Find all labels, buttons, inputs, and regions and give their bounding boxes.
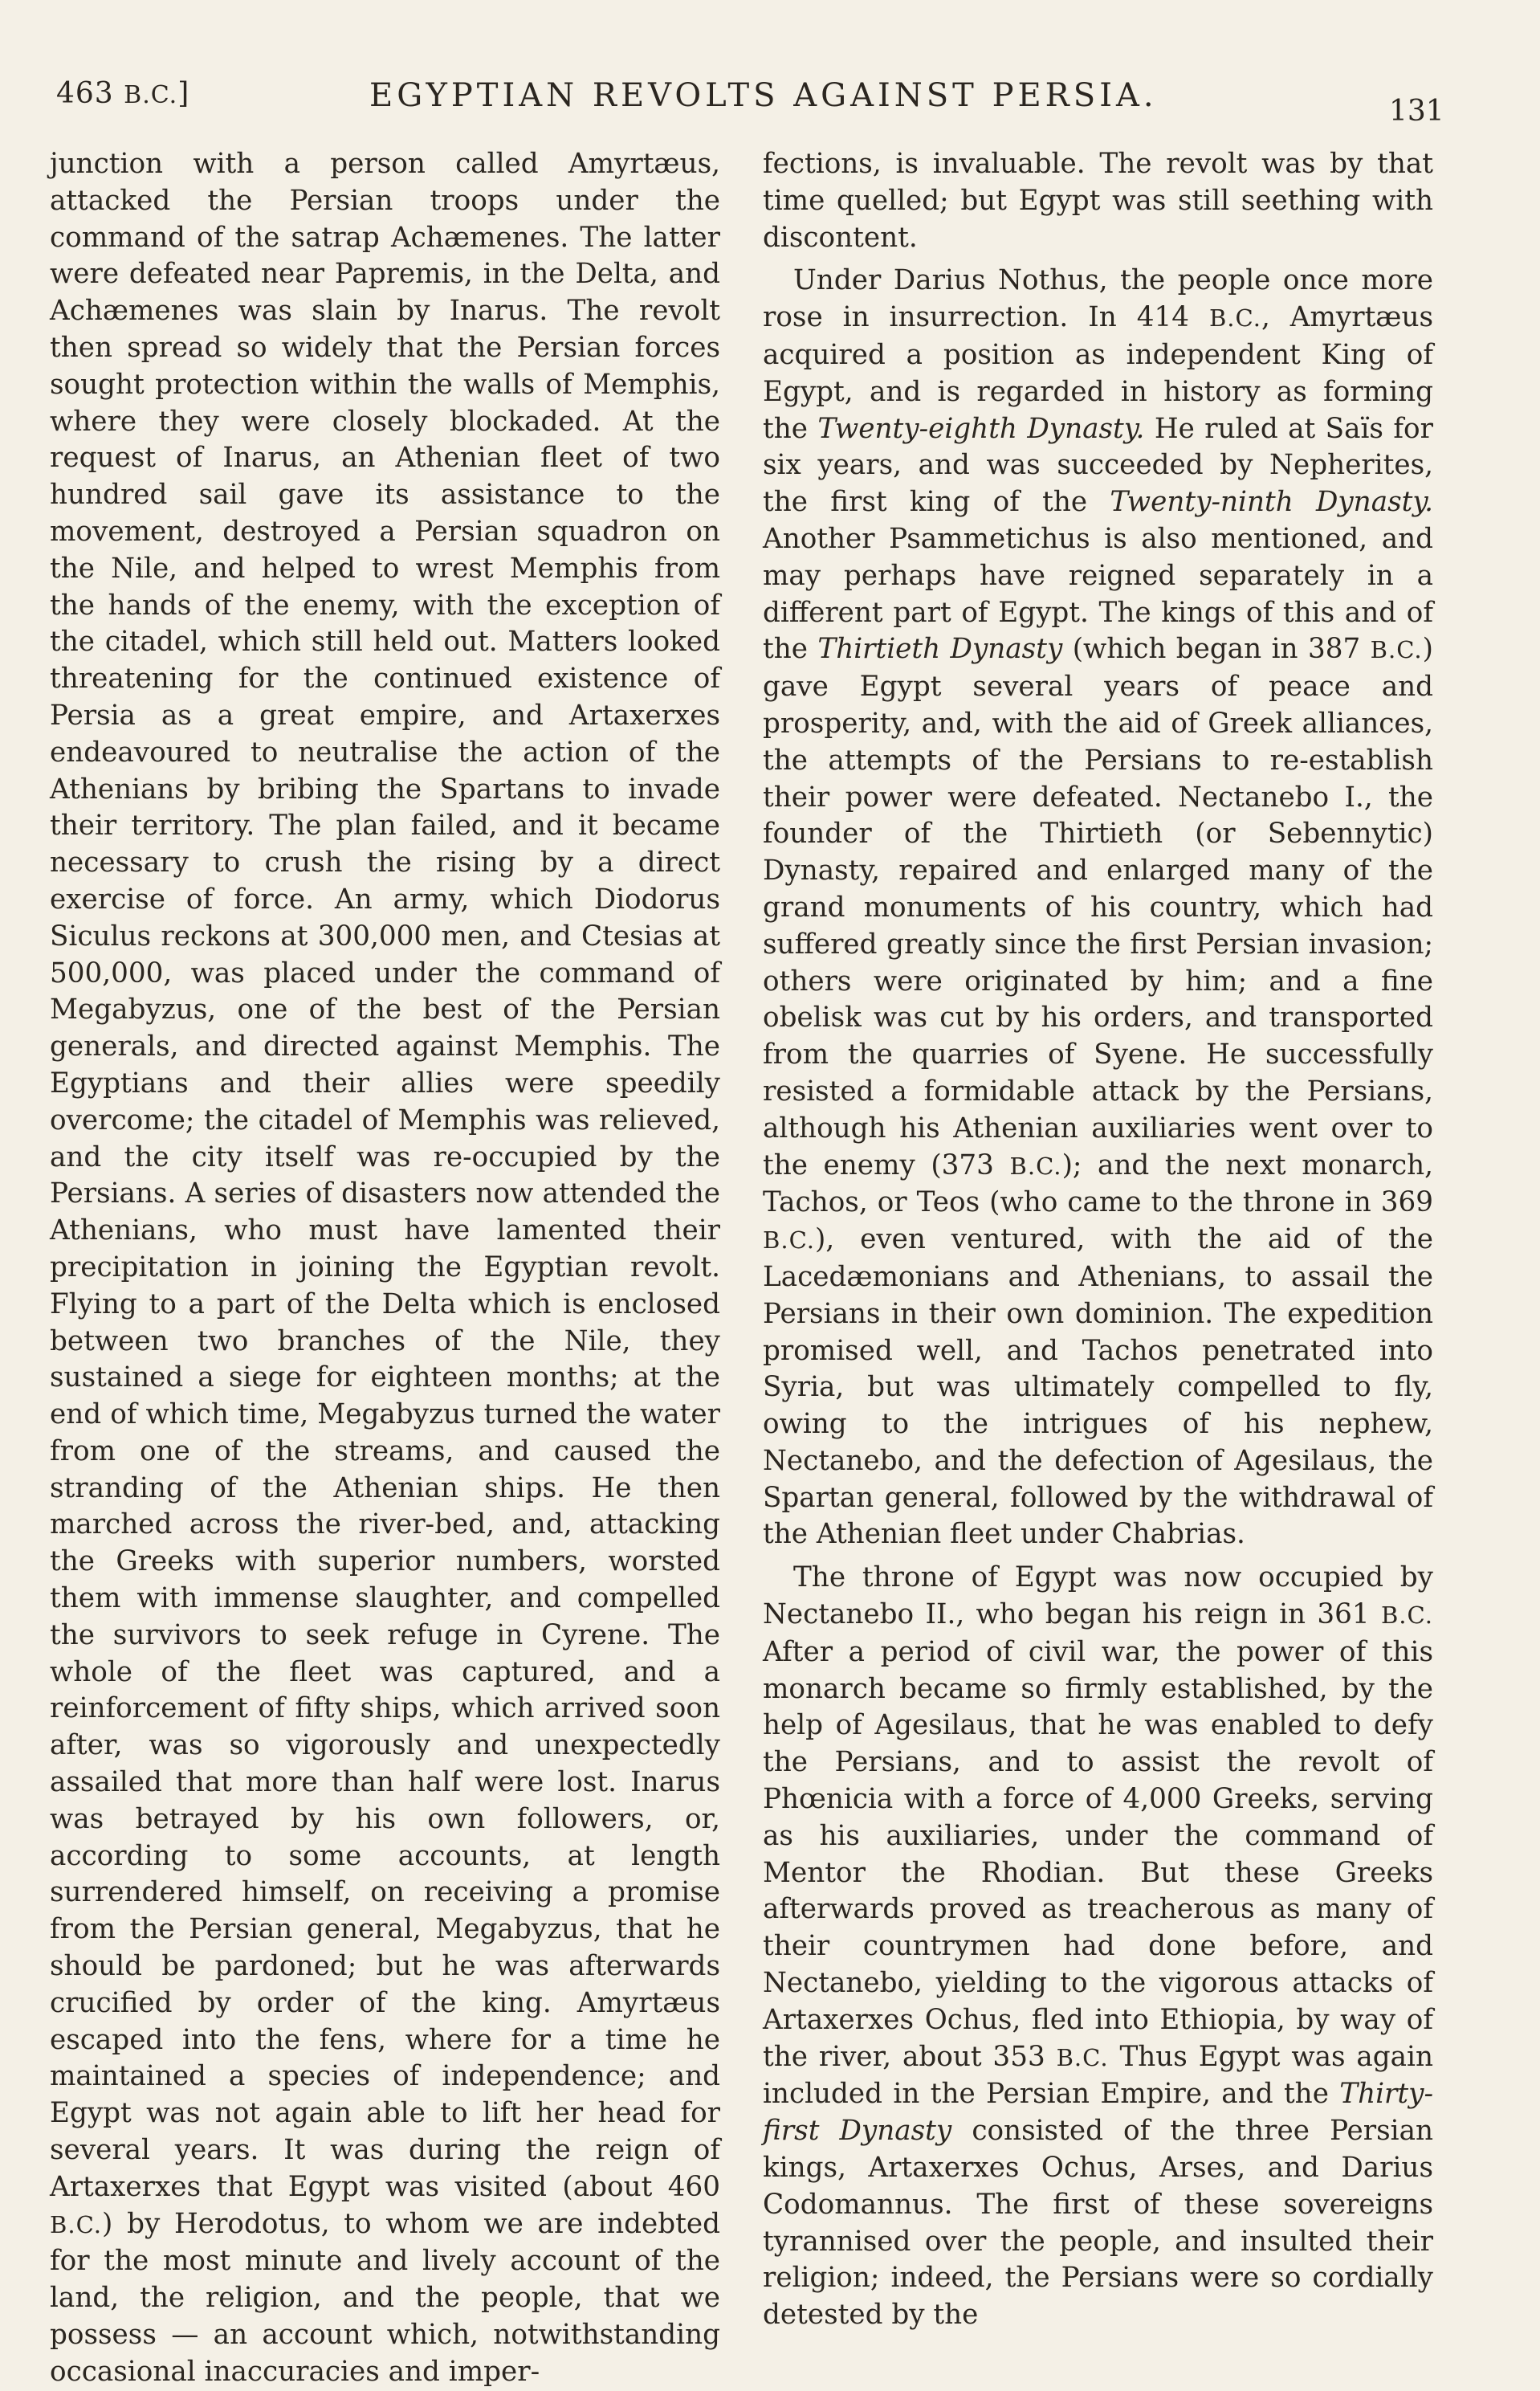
era-abbrev: B.C. <box>1208 304 1261 333</box>
dynasty-name: Thirtieth Dynasty <box>817 633 1063 666</box>
text-run: ) gave Egypt several years of peace and prosperity, and, with the aid of Greek alliances, the attempts of the Persians to re-establish their power were defeated. Nectanebo I., the founder of the Thirtieth (or Sebennytic) Dynasty, repaired and enlarged many of the grand monuments of his country, which had suffered greatly since the first Persian invasion; others were originated by him; and a fine obelisk was cut by his orders, and transported from the quarries of Syene. He successfully resisted a formidable attack by the Persians, although his Athenian auxiliaries went over to the enemy (373 <box>763 633 1433 1181</box>
dynasty-name: Thirty-first Dynasty <box>763 2078 1433 2148</box>
text-run: ); and the next monarch, Tachos, or Teos (who came to the throne in 369 <box>763 1149 1434 1219</box>
left-column <box>50 146 720 2391</box>
text-run: After a period of civil war, the power of this monarch became so firmly established, by the help of Agesilaus, that he was enabled to defy the Persians, and to assist the revolt of Phœnicia with a force of 4,000 Greeks, serving as his auxiliaries, under the command of Mentor the Rhodian. But these Greeks afterwards proved as treacherous as many of their countrymen had done before, and Nectanebo, yielding to the vigorous attacks of Artaxerxes Ochus, fled into Ethiopia, by way of the river, about 353 <box>763 1635 1433 2073</box>
text-run: Thus Egypt was again included in the Persian Empire, and the <box>763 2040 1433 2111</box>
era-abbrev: B.C. <box>50 2210 103 2238</box>
dynasty-name: Twenty-ninth Dynasty. <box>1110 486 1434 519</box>
paragraph <box>50 146 720 2391</box>
running-head-bracket: ] <box>177 77 190 110</box>
text-run: consisted of the three Persian kings, Artaxerxes Ochus, Arses, and Darius Codomannus. The first of these sovereigns tyrannised over the people, and insulted their religion; indeed, the Persians were so cordially detested by the <box>763 2115 1433 2332</box>
text-run: junction with a person called Amyrtæus, attacked the Persian troops under the command of the satrap Achæmenes. The latter were defeated near Papremis, in the Delta, and Achæmenes was slain by Inarus. The revolt then spread so widely that the Persian forces sought protection within the walls of Memphis, where they were closely blockaded. At the request of Inarus, an Athenian fleet of two hundred sail gave its assistance to the movement, destroyed a Persian squadron on the Nile, and helped to wrest Memphis from the hands of the enemy, with the exception of the citadel, which still held out. Matters looked threatening for the continued existence of Persia as a great empire, and Artaxerxes endeavoured to neutralise the action of the Athenians by bribing the Spartans to invade their territory. The plan failed, and it became necessary to crush the rising by a direct exercise of force. An army, which Diodorus Siculus reckons at 300,000 men, and Ctesias at 500,000, was placed under the command of Megabyzus, one of the best of the Persian generals, and directed against Memphis. The Egyptians and their allies were speedily overcome; the citadel of Memphis was relieved, and the city itself was re-occupied by the Persians. A series of disasters now attended the Athenians, who must have lamented their precipitation in joining the Egyptian revolt. Flying to a part of the Delta which is enclosed between two branches of the Nile, they sustained a siege for eighteen months; at the end of which time, Megabyzus turned the water from one of the streams, and caused the stranding of the Athenian ships. He then marched across the river-bed, and, attacking the Greeks with superior numbers, worsted them with immense slaughter, and compelled the survivors to seek refuge in Cyrene. The whole of the fleet was captured, and a reinforcement of fifty ships, which arrived soon after, was so vigorously and unexpectedly assailed that more than half were lost. Inarus was betrayed by his own followers, or, according to some accounts, at length surrendered himself, on receiving a promise from the Persian general, Megabyzus, that he should be pardoned; but he was afterwards crucified by order of the king. Amyrtæus escaped into the fens, where for a time he maintained a species of independence; and Egypt was not again able to lift her head for several years. It was during the reign of Artaxerxes that Egypt was visited (about 460 <box>50 148 720 2203</box>
paragraph <box>763 263 1433 1553</box>
text-run: , Amyrtæus acquired a position as independent King of Egypt, and is regarded in history as forming the <box>763 301 1434 445</box>
running-head-title: EGYPTIAN REVOLTS AGAINST PERSIA. <box>369 77 1158 114</box>
era-abbrev: B.C. <box>1056 2043 1109 2071</box>
paragraph <box>763 146 1433 256</box>
era-abbrev: B.C. <box>1009 1152 1062 1180</box>
dynasty-name: Twenty-eighth Dynasty. <box>817 412 1145 445</box>
era-abbrev: B.C. <box>1370 636 1423 664</box>
text-run: He ruled at Saïs for six years, and was succeeded by Nepherites, the first king of the <box>763 412 1433 519</box>
text-run: Under Darius Nothus, the people once more rose in insurrection. In 414 <box>763 264 1433 334</box>
running-head-era: B.C. <box>124 81 178 109</box>
text-run: Another Psammetichus is also mentioned, and may perhaps have reigned separately in a different part of Egypt. The kings of this and of the <box>763 522 1433 666</box>
running-head-date <box>56 77 189 110</box>
text-run: ) by Herodotus, to whom we are indebted for the most minute and lively account of the land, the religion, and the people, that we possess — an account which, notwithstanding occasional inaccuracies and imper- <box>50 2207 720 2388</box>
text-run: ), even ventured, with the aid of the Lacedæmonians and Athenians, to assail the Persians in their own dominion. The expedition promised well, and Tachos penetrated into Syria, but was ultimately compelled to fly, owing to the intrigues of his nephew, Nectanebo, and the defection of Agesilaus, the Spartan general, followed by the withdrawal of the Athenian fleet under Chabrias. <box>763 1223 1433 1551</box>
era-abbrev: B.C. <box>1380 1601 1433 1630</box>
text-run: (which began in 387 <box>1072 633 1361 666</box>
era-abbrev: B.C. <box>763 1226 816 1255</box>
text-run: The throne of Egypt was now occupied by Nectanebo II., who began his reign in 361 <box>763 1561 1433 1631</box>
text-run: fections, is invaluable. The revolt was by that time quelled; but Egypt was still seething with discontent. <box>763 148 1433 254</box>
paragraph <box>763 1560 1433 2334</box>
running-head <box>48 77 1444 128</box>
running-head-year: 463 <box>56 77 114 110</box>
right-column <box>763 146 1433 2334</box>
page-number: 131 <box>1389 95 1444 128</box>
